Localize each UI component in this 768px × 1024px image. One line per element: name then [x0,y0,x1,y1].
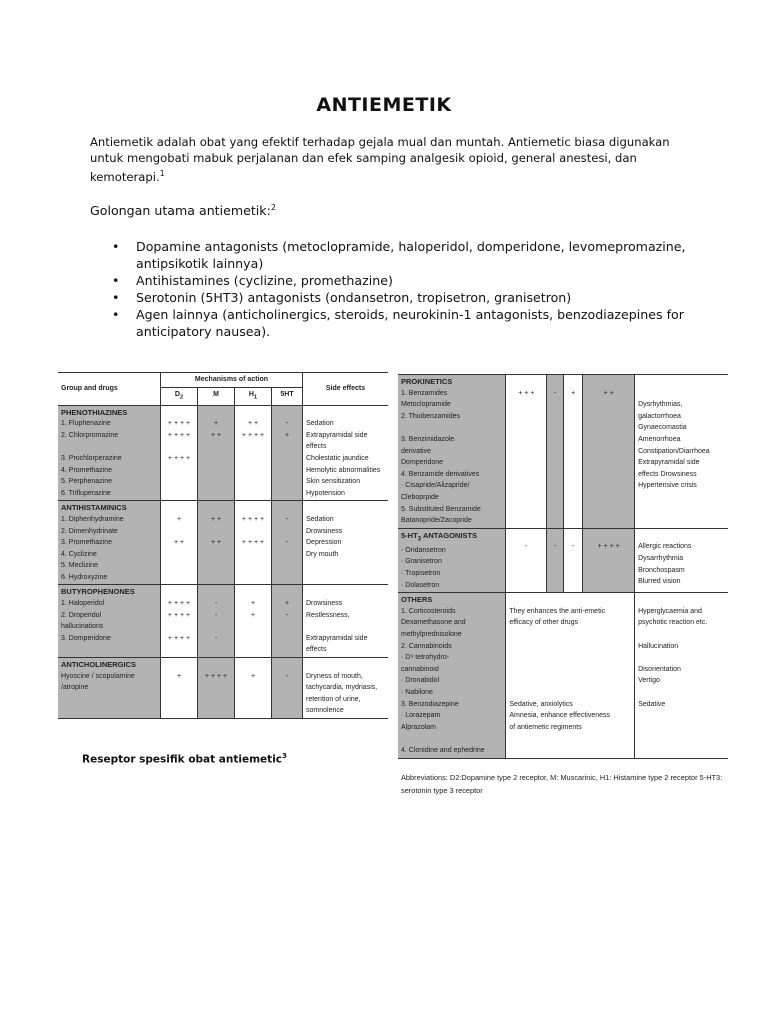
antiemetic-classes-list [112,238,702,340]
table-row [58,585,388,658]
section-drugs [58,405,161,501]
d2-values [161,658,198,719]
receptor-table-left [58,372,388,719]
ht-text: + - [284,600,290,619]
d2-text: + [176,672,182,680]
m-text: - [553,543,557,551]
d2-values [506,375,547,529]
h1-text: + + + + + + + + [241,515,265,547]
drug-list: 1. Diphenhydramine 2. Dimenhydrinate 3. Promethazine 4. Cyclizine 5. Meclizine 6. Hydroxyzine [61,515,124,581]
section-title: ANTICHOLINERGICS [61,660,136,670]
m-text: + + + + [210,515,222,547]
list-item: • Dopamine antagonists (metoclopramide, haloperidol, domperidone, levomepromazine, antipsikotik lainnya) [112,238,702,272]
mechanism-notes [506,593,635,758]
drug-list: 1. Corticosteroids Dexamethasone and methylprednisolone 2. Cannabinoids · D⁹ tetrohydro- cannabinoid · Dronabidol · Nabilone 3. Benzodiazepine · Lorazepam Alprazolam 4. Clonidine and ephedrine [401,607,485,754]
m-values [198,585,235,658]
header-5ht: 5HT [272,387,303,405]
side-effects [635,375,728,529]
section-title-main: 5-HT [401,530,418,540]
golongan-text: Golongan utama antiemetik: [90,203,271,219]
h1-values [235,585,272,658]
header-h1-label: H [248,390,254,398]
table-row [398,528,728,592]
m-values [547,375,564,529]
side-effects-text: Dryness of mouth, tachycardia, mydriasis, retention of urine, somnolence [306,672,378,715]
d2-text: + + + + + + + + + + + + [167,600,191,642]
d2-values [506,528,547,592]
caption-text: Reseptor spesifik obat antiemetic [82,753,283,766]
h1-text: + + + + + + [241,420,265,439]
side-effects [303,405,389,501]
caption-reference: 3 [282,752,287,760]
ht-values [272,658,303,719]
header-d2-label: D [174,390,180,398]
h1-text: + [571,389,576,397]
side-effects [635,528,728,592]
drug-list: Hyoscine / scopolamine /atropine [61,672,135,692]
side-effects-text: Drowsiness Restlessness, Extrapyramidal side effects [306,600,368,654]
table-row [58,501,388,585]
h1-values [235,405,272,501]
receptor-table-right [398,374,728,759]
d2-values [161,405,198,501]
section-title: PHENOTHIAZINES [61,407,128,417]
ht-text: + + [603,389,614,397]
table-row [58,658,388,719]
h1-text: - [571,543,575,551]
side-effects-text: Allergic reactions Dysarrhythmia Bronchospasm Blurred vision [638,543,692,586]
intro-paragraph [90,134,690,185]
ht-text: - - [285,515,289,547]
drug-list: 1. Benzamides Metoclopramide 2. Thiobenzamides 3. Benzimidazole derivative Domperidone 4. Benzamide derivatives · Cisapride/Alizapride/ Cleboprpide 5. Substituted Benzamide Batanopride/Zacopride [401,389,481,525]
header-mechanism: Mechanisms of action [161,373,303,388]
ht-values [272,405,303,501]
section-drugs [58,658,161,719]
section-title: BUTYROPHENONES [61,587,135,597]
d2-text: + + + [173,515,185,547]
h1-text: + [250,672,256,680]
m-text: - - - [214,600,218,642]
header-d2 [161,387,198,405]
h1-values [563,528,583,592]
ht-values [272,501,303,585]
side-effects [303,585,389,658]
ht-text: - [285,672,289,680]
table-row [398,593,728,758]
section-title: ANTIHISTAMINICS [61,503,127,513]
h1-values [563,375,583,529]
side-effects-text: Hyperglycaemia and psychotic reaction etc. Hallucination Disorientation Vertigo Sedative [638,607,708,708]
header-d2-sub: 2 [179,393,184,400]
intro-reference: 1 [159,169,165,178]
header-group: Group and drugs [58,373,161,406]
m-values [198,405,235,501]
m-values [198,501,235,585]
side-effects-text: Dysrhythmias, galactorrhoea Gynaecomastia Amenorrhoea Constipation/Diarrhoea Extrapyramidal side effects Drowsiness Hypertensive crisis [638,401,710,490]
d2-text: - [525,543,528,551]
d2-values [161,501,198,585]
intro-text: Antiemetik adalah obat yang efektif terhadap gejala mual dan muntah. Antiemetic biasa digunakan untuk mengobati mabuk perjalanan dan efek samping analgesik opioid, general anestesi, dan kemoterapi. [90,135,670,184]
table-row [58,405,388,501]
m-values [547,528,564,592]
ht-values [272,585,303,658]
drug-list: 1. Haloperidol 2. Droperidol hallucinations 3. Domperidone [61,600,111,642]
header-h1-sub: 1 [253,393,258,400]
section-title-rest: ANTAGONISTS [421,530,477,540]
mechanism-text: They enhances the anti-emetic efficacy of other drugs Sedative, anxiolytics Amnesia, enhance effectiveness of antiemetic regiments [509,607,610,731]
side-effects-text: Sedation Drowsiness Depression Dry mouth [306,515,343,558]
d2-values [161,585,198,658]
ht-text: - + [284,420,290,439]
side-effects-text: Sedation Extrapyramidal side effects Cholestatic jaundice Hemolytic abnormalities Skin sensitization Hypotension [306,420,381,497]
h1-values [235,658,272,719]
m-text: - [553,389,557,397]
section-title: OTHERS [401,595,433,605]
ht-values [583,528,635,592]
side-effects [303,658,389,719]
list-item: • Agen lainnya (anticholinergics, steroids, neurokinin-1 antagonists, benzodiazepines for anticipatory nausea). [112,306,702,340]
header-side-effects: Side effects [325,384,366,392]
abbreviations-note: Abbreviations: D2:Dopamine type 2 receptor, M: Muscarinic, H1: Histamine type 2 receptor 5-HT3: serotonin type 3 receptor [401,773,723,795]
list-item: • Serotonin (5HT3) antagonists (ondansetron, tropisetron, granisetron) [112,289,702,306]
side-effects [635,593,728,758]
section-drugs [58,585,161,658]
ht-text: + + + + [597,543,620,551]
m-text: + + + + [204,672,228,680]
d2-text: + + + [518,389,535,397]
section-drugs [398,528,506,592]
list-item: • Antihistamines (cyclizine, promethazine) [112,272,702,289]
section-drugs [58,501,161,585]
section-title: PROKINETICS [401,377,453,386]
d2-text: + + + + + + + + + + + + [167,420,191,462]
m-text: + + + [210,420,222,439]
golongan-heading [90,203,276,218]
section-drugs [398,593,506,758]
side-effects [303,501,389,585]
section-title-sub: 3 [417,535,422,543]
golongan-reference: 2 [270,203,276,212]
drug-list: · Ondansetron · Granisetron · Tropisetron · Dolasetron [401,546,446,589]
m-values [198,658,235,719]
section-title [401,530,502,545]
header-h1 [235,387,272,405]
section-drugs [398,375,506,529]
table-row [398,375,728,529]
page-title: ANTIEMETIK [316,94,452,116]
header-m: M [198,387,235,405]
drug-list: 1. Fluphenazine 2. Chlorpromazine 3. Prochlorperazine 4. Promethazine 5. Perphenazine 6. Trifluperazine [61,420,122,497]
ht-values [583,375,635,529]
figure-caption [82,752,287,766]
h1-text: + + [250,600,256,619]
h1-values [235,501,272,585]
table-header-row [58,373,388,388]
